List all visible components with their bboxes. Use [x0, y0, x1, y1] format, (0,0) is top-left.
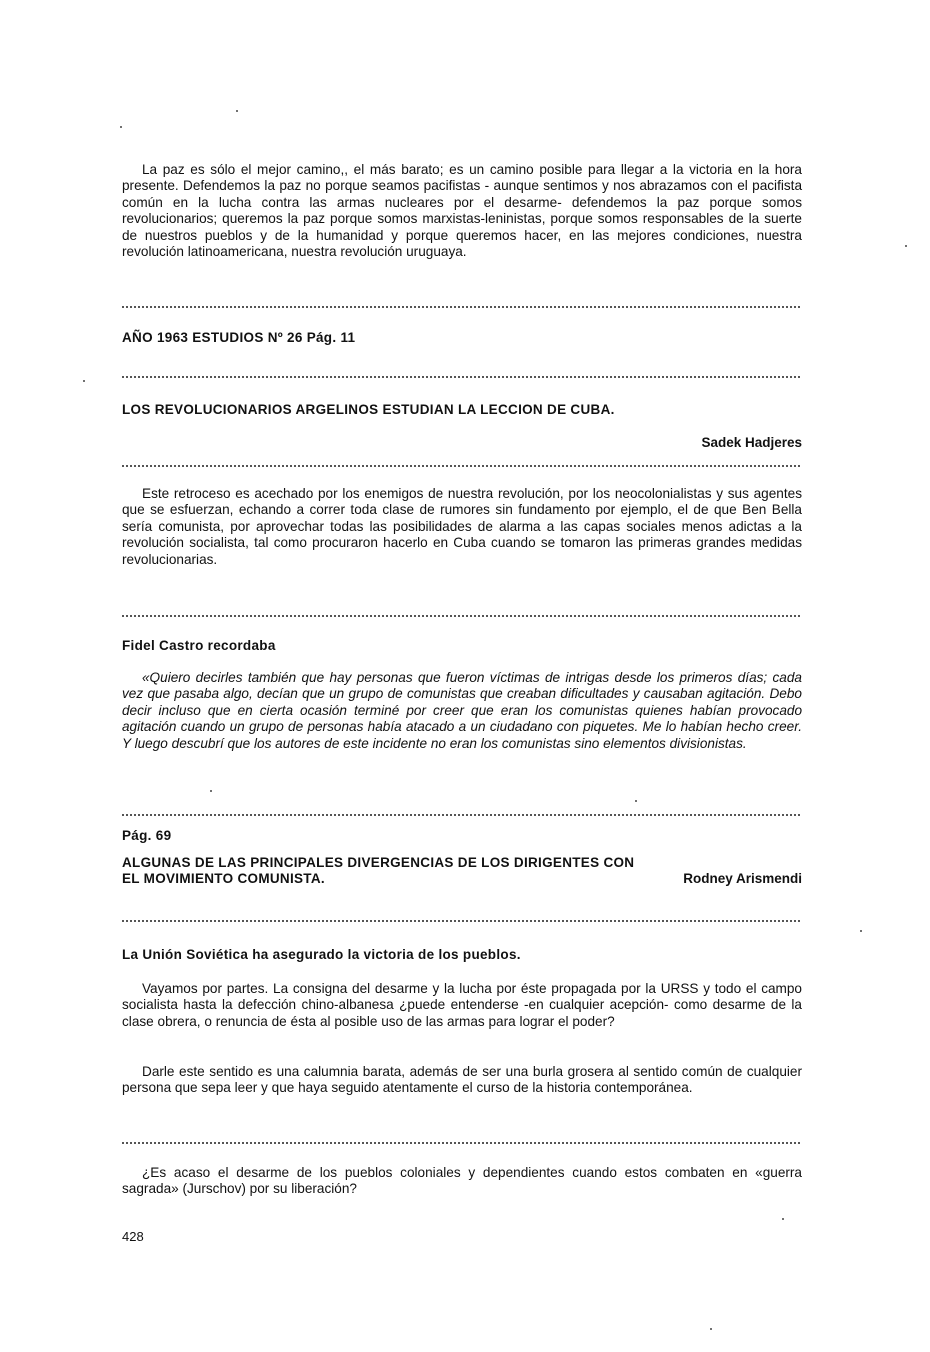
section-heading-castro: Fidel Castro recordaba [122, 638, 276, 653]
article-title-2-line-1: ALGUNAS DE LAS PRINCIPALES DIVERGENCIAS DE LOS DIRIGENTES CON [122, 855, 635, 870]
calumny-paragraph-block [122, 1064, 802, 1097]
question-paragraph: ¿Es acaso el desarme de los pueblos coloniales y dependientes cuando estos combaten en «guerra sagrada» (Jurschov) por su liberación? [122, 1165, 802, 1197]
scan-speck [782, 1218, 784, 1220]
dotted-separator [122, 465, 800, 467]
article-title-1: LOS REVOLUCIONARIOS ARGELINOS ESTUDIAN LA LECCION DE CUBA. [122, 402, 615, 417]
article-title-2-line-2: EL MOVIMIENTO COMUNISTA. [122, 871, 325, 886]
castro-quote: «Quiero decirles también que hay personas que fueron víctimas de intrigas desde los primeros días; cada vez que pasaba algo, decían que un grupo de comunistas que creaban dificultades y causaban agitación. Debo decir incluso que en cierta ocasión terminé por creer que eran los comunistas quienes habían provocado agitación cuando un grupo de personas había atacado a un ciudadano con piquetes. Me lo habían hecho creer. Y luego descubrí que los autores de este incidente no eran los comunistas sino elementos divisionistas. [122, 670, 802, 751]
dotted-separator [122, 615, 800, 617]
disarmament-paragraph-block [122, 981, 802, 1030]
castro-quote-block [122, 670, 802, 752]
scan-speck [635, 800, 637, 802]
calumny-paragraph: Darle este sentido es una calumnia barata, además de ser una burla grosera al sentido común de cualquier persona que sepa leer y que haya seguido atentamente el curso de la historia contemporánea. [122, 1064, 802, 1096]
source-reference-1: AÑO 1963 ESTUDIOS Nº 26 Pág. 11 [122, 330, 356, 345]
dotted-separator [122, 920, 800, 922]
dotted-separator [122, 376, 800, 378]
article-author-1: Sadek Hadjeres [701, 435, 802, 450]
source-reference-2: Pág. 69 [122, 828, 172, 843]
question-paragraph-block [122, 1165, 802, 1198]
scan-speck [236, 110, 238, 112]
page-number: 428 [122, 1229, 144, 1244]
scan-speck [860, 930, 862, 932]
scan-speck [905, 245, 907, 247]
dotted-separator [122, 1142, 800, 1144]
algeria-paragraph: Este retroceso es acechado por los enemigos de nuestra revolución, por los neocolonialistas y sus agentes que se esfuerzan, echando a correr toda clase de rumores sin fundamento por ejemplo, el de que Ben Bella sería comunista, por aprovechar todas las posibilidades de alarma a las capas sociales menos adictas a la revolución socialista, tal como procuraron hacerlo en Cuba cuando se tomaron las primeras grandes medidas revolucionarias. [122, 486, 802, 567]
scan-speck [120, 126, 122, 128]
scan-speck [83, 380, 85, 382]
algeria-paragraph-block [122, 486, 802, 568]
scan-speck [210, 790, 212, 792]
article-author-2: Rodney Arismendi [683, 871, 802, 886]
intro-paragraph-block [122, 162, 802, 260]
subsection-heading: La Unión Soviética ha asegurado la victoria de los pueblos. [122, 947, 521, 962]
scan-speck [710, 1328, 712, 1330]
intro-paragraph: La paz es sólo el mejor camino,, el más barato; es un camino posible para llegar a la victoria en la hora presente. Defendemos la paz no porque seamos pacifistas - aunque sentimos y nos abrazamos con el pacifista común en la lucha contra las armas nucleares por el desarme- defendemos la paz porque somos revolucionarios; queremos la paz porque somos marxistas-leninistas, porque somos responsables de la suerte de nuestros pueblos y de la humanidad y porque queremos hacer, en las mejores condiciones, nuestra revolución latinoamericana, nuestra revolución uruguaya. [122, 162, 802, 260]
dotted-separator [122, 814, 800, 816]
dotted-separator [122, 306, 800, 308]
disarmament-paragraph: Vayamos por partes. La consigna del desarme y la lucha por éste propagada por la URSS y todo el campo socialista hasta la defección chino-albanesa ¿puede entenderse -en cualquier acepción- como desarme de la clase obrera, o renuncia de ésta al posible uso de las armas para lograr el poder? [122, 981, 802, 1029]
